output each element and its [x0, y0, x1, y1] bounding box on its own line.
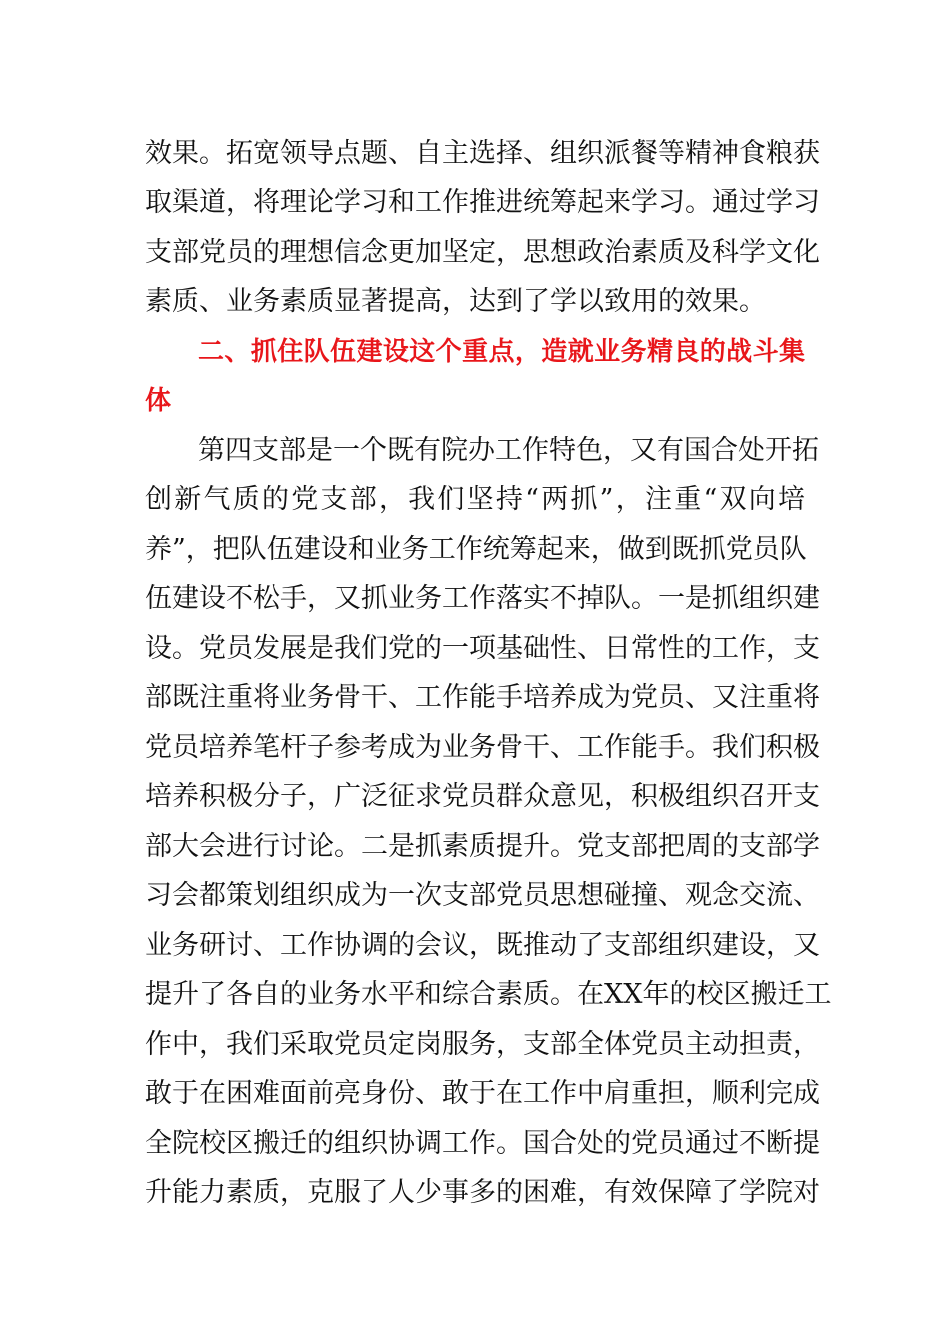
text-line: 取渠道，将理论学习和工作推进统筹起来学习。通过学习 [145, 187, 820, 218]
text-line: 伍建设不松手，又抓业务工作落实不掉队。一是抓组织建 [145, 583, 820, 614]
text-line: 效果。拓宽领导点题、自主选择、组织派餐等精神食粮获 [145, 138, 820, 169]
section-heading-continued: 体 [145, 386, 172, 416]
text-line: 提升了各自的业务水平和综合素质。在XX年的校区搬迁工 [145, 979, 832, 1010]
text-line: 部大会进行讨论。二是抓素质提升。党支部把周的支部学 [145, 831, 820, 862]
text-line: 第四支部是一个既有院办工作特色，又有国合处开拓 [198, 435, 819, 466]
text-line: 业务研讨、工作协调的会议，既推动了支部组织建设，又 [145, 930, 820, 961]
text-line: 养”，把队伍建设和业务工作统筹起来，做到既抓党员队 [145, 534, 807, 565]
text-line: 素质、业务素质显著提高，达到了学以致用的效果。 [145, 286, 766, 317]
text-line: 部既注重将业务骨干、工作能手培养成为党员、又注重将 [145, 682, 820, 713]
text-line: 全院校区搬迁的组织协调工作。国合处的党员通过不断提 [145, 1128, 820, 1159]
text-line: 培养积极分子，广泛征求党员群众意见，积极组织召开支 [145, 781, 820, 812]
section-heading: 二、抓住队伍建设这个重点，造就业务精良的战斗集 [198, 337, 805, 367]
text-line: 支部党员的理想信念更加坚定，思想政治素质及科学文化 [145, 237, 820, 268]
text-line: 升能力素质，克服了人少事多的困难，有效保障了学院对 [145, 1177, 820, 1208]
text-line: 作中，我们采取党员定岗服务，支部全体党员主动担责， [145, 1029, 820, 1060]
text-line: 设。党员发展是我们党的一项基础性、日常性的工作，支 [145, 633, 820, 664]
text-line: 敢于在困难面前亮身份、敢于在工作中肩重担，顺利完成 [145, 1078, 820, 1109]
text-line: 习会都策划组织成为一次支部党员思想碰撞、观念交流、 [145, 880, 820, 911]
text-line: 创新气质的党支部，我们坚持“两抓”，注重“双向培 [145, 484, 805, 515]
text-line: 党员培养笔杆子参考成为业务骨干、工作能手。我们积极 [145, 732, 820, 763]
